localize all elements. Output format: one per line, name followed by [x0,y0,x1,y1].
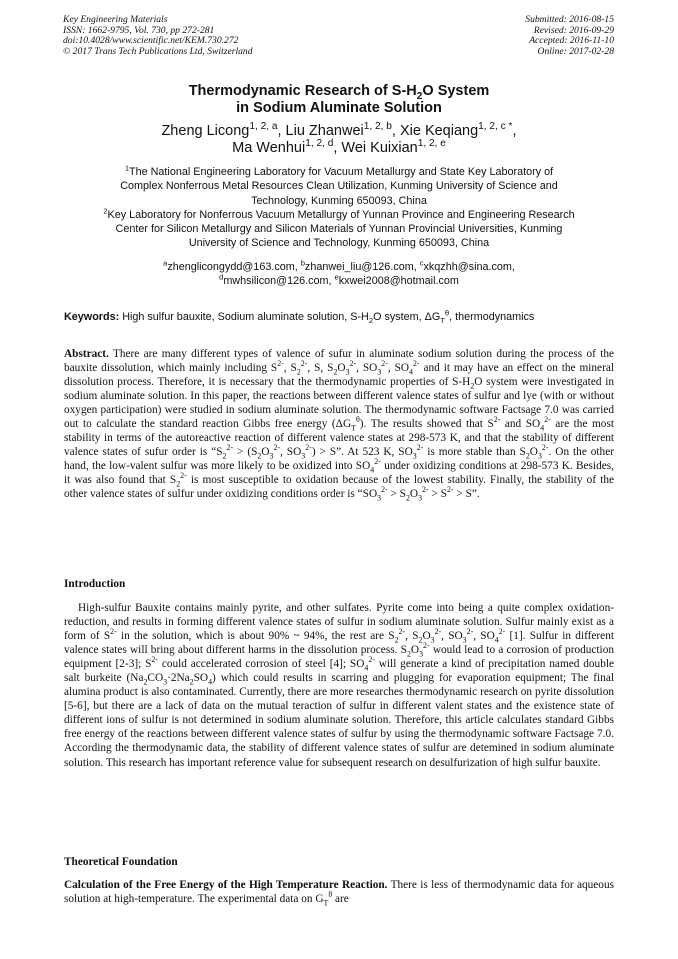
email-address[interactable]: zhanwei_liu@126.com, [304,261,420,273]
date-online: Online: 2017-02-28 [537,45,614,57]
subscript: 4 [364,663,369,673]
author-affil: 1, 2, a [249,121,278,133]
theoretical-paragraph [64,878,614,906]
subscript: 2 [470,381,475,391]
abstract-text: , S [283,362,297,375]
charge: 2- [277,359,284,369]
email-marker: a [163,258,168,268]
date-submitted: Submitted: 2016-08-15 [525,14,614,25]
section-heading-introduction: Introduction [64,578,126,590]
subscript: 2 [333,367,338,377]
author-name: Liu Zhanwei [285,123,364,139]
abstract-text: and SO [500,418,541,431]
paper-title [0,83,678,117]
email-marker: b [300,258,305,268]
subsection-heading: Calculation of the Free Energy of the High Temperature Reaction. [64,879,388,891]
abstract-text: are the most stability in terms of the autoreactive reaction of different valence states at 298-573 K, and that the stability of different valence states of sufur order is “S [64,418,614,459]
subscript: 3 [269,451,274,461]
intro-text: could accelerated corrosion of steel [4]; SO [157,658,365,671]
abstract-text: > S [428,488,447,501]
author-separator: , [512,123,517,139]
abstract-text: and it may have an effect on the mineral dissolution process. Therefore, it is necessary that the thermodynamic properties of S-H [64,362,614,389]
charge: 2- [434,627,442,637]
date-revised: Revised: 2016-09-29 [533,24,614,36]
subscript: 2 [257,451,262,461]
abstract-text: > (S [233,446,258,459]
abstract-text: O [529,446,538,459]
subscript: 2 [143,677,148,687]
email-address[interactable]: kxwei2008@hotmail.com [338,274,459,287]
email-address[interactable]: xkqzhh@sina.com, [423,261,515,273]
abstract-text: > S”. [453,488,480,501]
subscript: T [440,316,445,326]
charge: 2- [381,485,388,495]
intro-text: SO [193,672,209,685]
author-separator: , [333,140,342,156]
author-separator: , [391,123,400,139]
charge: 2- [466,627,474,637]
charge: 2- [300,359,308,369]
subscript: 4 [540,423,545,433]
affil-text: Complex Nonferrous Metal Resources Clean Utilization, Kunming University of Science and [120,180,558,193]
date-accepted: Accepted: 2016-11-10 [529,35,614,47]
journal-info [63,15,253,57]
subscript: 3 [412,451,417,461]
charge: 2- [273,443,281,453]
charge: 2- [368,655,375,665]
abstract-text: , SO [356,362,378,375]
journal-name: Key Engineering Materials [63,14,168,25]
charge: 2- [180,471,187,481]
charge: 2- [544,415,551,425]
charge: 2- [423,641,430,651]
affil-number: 2 [103,206,108,216]
intro-text: O [410,644,420,657]
affil-text: Key Laboratory for Nonferrous Vacuum Metallurgy of Yunnan Province and Engineering Research [107,208,575,221]
subscript: 4 [208,677,213,687]
superscript: θ [328,890,333,900]
keywords [64,308,624,326]
charge: 2- [398,627,406,637]
author-list [0,123,678,157]
author-emails [0,258,678,288]
abstract-text: O [261,446,270,459]
subscript: 3 [163,677,168,687]
title-subscript: 2 [416,90,423,102]
theory-text: There is less of thermodynamic data for aqueous solution at high-temperature. The experimental data on G [64,879,614,906]
subscript: 2 [296,367,301,377]
subscript: T [323,898,329,908]
abstract-text: , SO [387,362,410,375]
email-marker: e [334,271,339,281]
subscript: 3 [419,649,424,659]
journal-issn: ISSN: 1662-9795, Vol. 730, pp 272-281 [63,24,215,36]
intro-text: [1]. Sulfur in different valence states will bring about different harms in the dissolution process. S [64,630,614,657]
subscript: 2 [394,635,399,645]
keywords-text: , thermodynamics [449,311,535,323]
affil-text: The National Engineering Laboratory for Vacuum Metallurgy and State Key Laboratory of [129,166,554,178]
charge: 2- [422,485,429,495]
subscript: T [351,423,356,433]
subscript: 3 [345,367,350,377]
subscript: 2 [405,493,410,503]
charge: 2- [498,627,506,637]
charge: 2- [541,443,549,453]
subscript: 4 [409,367,413,377]
author-affil: 1, 2, c * [478,121,513,133]
author-name: Xie Keqiang [399,123,479,139]
email-address[interactable]: zhenglicongydd@163.com, [167,261,301,273]
subscript: 3 [301,451,306,461]
charge: 2- [305,443,312,453]
keywords-text: O system, ΔG [373,311,441,323]
superscript: θ [444,308,450,318]
introduction-paragraph [64,601,614,770]
keywords-label: Keywords: [64,311,120,323]
subscript: 2 [222,451,227,461]
superscript: θ [355,415,360,425]
abstract-text: There are many different types of valence of sufur in aluminate sodium solution during the process of the bauxite dissolution, which mainly including S [64,348,614,375]
subscript: 3 [377,367,382,377]
email-marker: c [419,258,424,268]
subscript: 3 [462,635,467,645]
intro-text: CO [147,672,164,685]
abstract-text: , S, S [307,362,334,375]
author-affil: 1, 2, b [363,121,392,133]
intro-text: will generate a kind of precipitation named double salt burkeite (Na [64,658,614,685]
charge: 2- [374,457,381,467]
abstract-text: O system were investigated in sodium aluminate solution. In this paper, the reactions between different valence states of sulfur and lye (with or without oxygen participation) were studied in sodium aluminate solution. The thermodynamic software Factsage 7.0 was carried out to calculate the standard reaction Gibbs free energy (ΔG [64,376,614,431]
subscript: 2 [176,479,181,489]
charge: 2- [416,443,424,453]
charge: 2- [226,443,234,453]
abstract-text: . On the other hand, the low-valent sulfur was more likely to be oxidized into SO [64,446,614,473]
intro-text: would lead to a corrosion of production equipment [2-3]; S [64,644,614,671]
intro-text: in the solution, which is about 90% ~ 94%, the rest are S [116,630,395,643]
keywords-text: High sulfur bauxite, Sodium aluminate solution, S-H [119,311,369,323]
abstract-text: is more stable than S [423,446,526,459]
subscript: 2 [418,635,423,645]
abstract-text: O [337,362,346,375]
subscript: 2 [368,316,374,326]
subscript: 2 [406,649,411,659]
title-part: Thermodynamic Research of S-H [188,83,417,99]
intro-text: , S [405,630,419,643]
affiliations [64,165,614,251]
abstract-text: ). The results showed that S [359,418,494,431]
author-name: Ma Wenhui [232,140,306,156]
charge: 2- [151,655,158,665]
charge: 2- [446,485,454,495]
subscript: 2 [189,677,194,687]
author-name: Wei Kuixian [341,140,418,156]
intro-text: O [422,630,431,643]
author-affil: 1, 2, d [305,138,334,150]
subscript: 3 [537,451,542,461]
abstract-text: ) > S”. At 523 K, SO [311,446,413,459]
intro-text: ) which could results in scarring and plugging for evaporation equipment; The final alumina product is also contaminated. Currently, there are more researches thermodynamic research on pyrite dissolution [5-6], but there are a lack of data on the mutual teraction of sulfur in different valent states and the existence state of different ions of sulfur is not determined in sodium aluminate solution. Therefore, this article calculates standard Gibbs free energy of the reactions between different valence states of sulfur by using the thermodynamic software Factsage 7.0. According the thermodynamic data, the stability of different valence states of sulfur are detemined in sodium aluminate solution. This research has important reference value for subsequent research on desulfurization of high sulfur bauxite. [64,672,614,769]
email-marker: d [219,271,224,281]
intro-text: , SO [473,630,495,643]
affil-text: Technology, Kunming 650093, China [251,194,427,207]
subscript: 3 [377,493,382,503]
charge: 2- [381,359,388,369]
subscript: 4 [370,465,375,475]
intro-text: , SO [441,630,463,643]
journal-doi: doi:10.4028/www.scientific.net/KEM.730.272 [63,35,239,47]
abstract [64,347,614,502]
author-separator: , [277,123,286,139]
journal-copyright: © 2017 Trans Tech Publications Ltd, Switzerland [63,45,253,57]
affil-text: Center for Silicon Metallurgy and Silicon Materials of Yunnan Provincial Universities, Kunming [115,223,563,236]
title-part: O System [422,83,490,99]
email-address[interactable]: mwhsilicon@126.com, [223,274,335,287]
author-affil: 1, 2, e [417,138,446,150]
abstract-text: is most susceptible to oxidation because of the lowest stability. Finally, the stability of the other valence states of sulfur under oxidizing conditions order is “SO [64,474,615,501]
publication-dates [525,15,614,57]
abstract-label: Abstract. [64,348,109,360]
subscript: 3 [418,493,423,503]
theory-text: are [332,893,349,906]
subscript: 3 [430,635,435,645]
subscript: 2 [525,451,530,461]
intro-text: ·2Na [167,672,190,685]
section-heading-theoretical: Theoretical Foundation [64,856,178,868]
abstract-text: under oxidizing conditions at 298-573 K. Besides, it was also found that S [64,460,614,487]
author-name: Zheng Licong [161,123,250,139]
charge: 2- [493,415,501,425]
intro-text: High-sulfur Bauxite contains mainly pyrite, and other sulfates. Pyrite come into being a quite complex oxidation-reduction, and results in forming different valence states of sulfur in sodium aluminate solution. Sulfur mainly exist as a form of S [64,602,614,643]
title-line-2: in Sodium Aluminate Solution [236,100,442,116]
affil-number: 1 [124,163,130,173]
affil-text: University of Science and Technology, Kunming 650093, China [188,237,490,250]
abstract-text: > S [387,488,406,501]
subscript: 4 [494,635,499,645]
abstract-text: , SO [280,446,302,459]
charge: 2- [110,627,117,637]
charge: 2- [349,359,357,369]
charge: 2- [412,359,420,369]
abstract-text: O [409,488,419,501]
